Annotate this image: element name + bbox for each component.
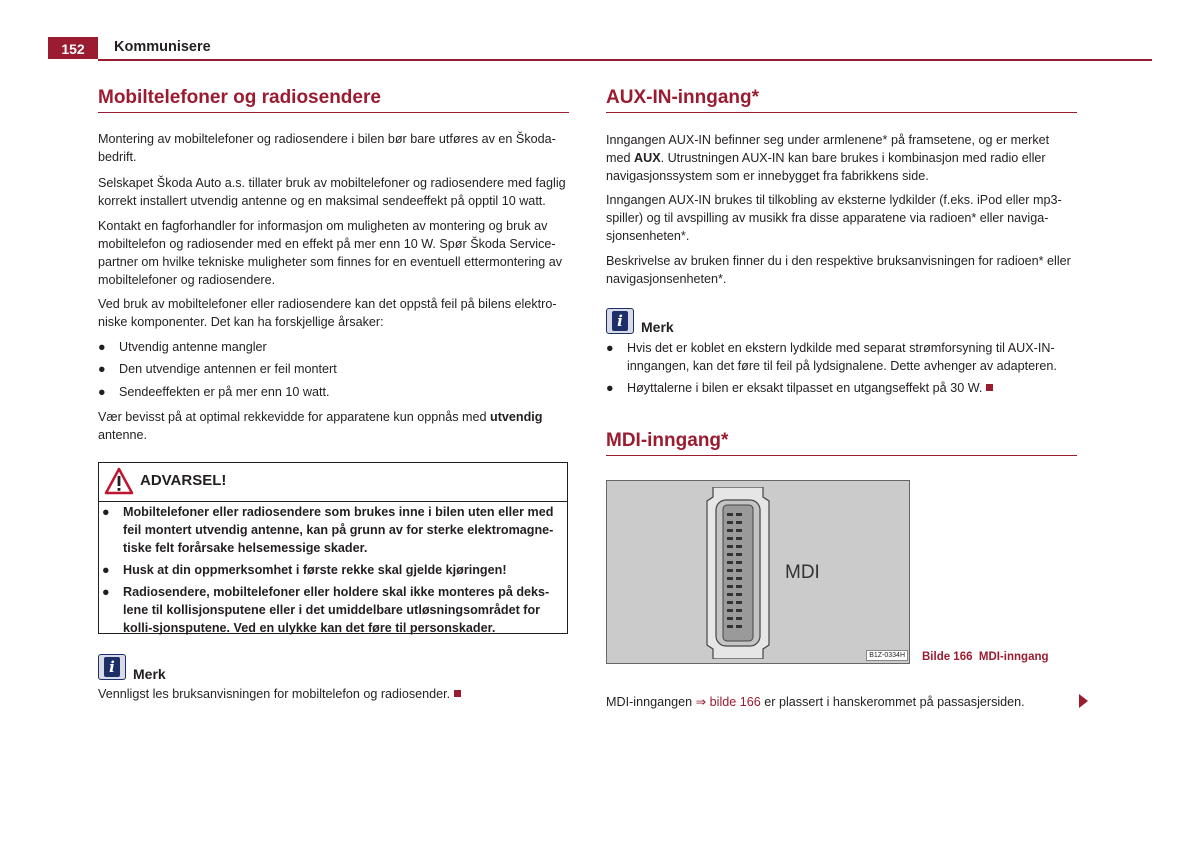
mdi-figure xyxy=(606,480,910,664)
end-mark-icon xyxy=(986,384,993,391)
bullet-icon: ● xyxy=(98,340,106,354)
page-number: 152 xyxy=(48,37,98,59)
mdi-port-icon xyxy=(703,487,773,659)
header-rule xyxy=(98,59,1152,61)
note-title: Merk xyxy=(133,666,166,682)
bullet-icon: ● xyxy=(606,341,614,355)
closing-paragraph: Vær bevisst på at optimal rekkevidde for apparatene kun oppnås med utvendig antenne. xyxy=(98,410,543,442)
warning-box: ADVARSEL! ● Mobiltelefoner eller radiosendere som brukes inne i bilen uten eller med feil montert utvendig antenne, kan på grunn av for sterke elektromagne-tiske felt forårsake helsemessige skader. ● Husk at din oppmerksomhet i første rekke skal gjelde kjøringen! ● Radiosendere, mobiltelefoner eller holdere skal ikke monteres på deks-lene til kollisjonsputene eller i det umiddelbare utløsningsområdet for kolli-sjonsputene. Ved en ulykke kan det føre til personskader. xyxy=(98,462,568,634)
note-title: Merk xyxy=(641,319,674,335)
mdi-port-label: MDI xyxy=(785,562,820,583)
page-header xyxy=(48,37,1152,61)
section-title: Kommunisere xyxy=(114,39,211,55)
bullet-icon: ● xyxy=(102,585,110,599)
figure-caption: Bilde 166 MDI-inngang xyxy=(922,651,1049,663)
paragraph: Ved bruk av mobiltelefoner eller radiosendere kan det oppstå feil på bilens elektro-niske komponenter. Det kan ha forskjellige årsaker: xyxy=(98,297,557,329)
bullet-icon: ● xyxy=(606,381,614,395)
paragraph: Inngangen AUX-IN brukes til tilkobling av eksterne lydkilder (f.eks. iPod eller mp3-spiller) og til avspilling av musikk fra disse apparatene via radioen* eller naviga-sjonsenheten*. xyxy=(606,193,1062,243)
warning-header xyxy=(99,463,567,502)
info-icon: i xyxy=(606,308,634,334)
figure-code: B1Z-0334H xyxy=(866,650,908,661)
mdi-paragraph: MDI-inngangen ⇒ bilde 166 er plassert i hanskerommet på passasjersiden. xyxy=(606,695,1025,709)
paragraph: Selskapet Škoda Auto a.s. tillater bruk av mobiltelefoner og radiosendere med faglig korrekt installert utvendig antenne og en maksimal sendeeffekt på opptil 10 watt. xyxy=(98,176,566,208)
aux-badge: AUX xyxy=(634,151,661,165)
paragraph: Kontakt en fagforhandler for informasjon om muligheten av montering og bruk av mobiltelefon og radiosender med en effekt på mer enn 10 W. Spør Škoda Service-partner om hvilke tekniske muligheter som finnes for en eventuell ettermontering av mobiltelefoner og radiosendere. xyxy=(98,219,563,287)
note-text: Vennligst les bruksanvisningen for mobiltelefon og radiosender. xyxy=(98,685,569,703)
figure-reference-link[interactable]: ⇒ bilde 166 xyxy=(695,695,761,709)
paragraph: Inngangen AUX-IN befinner seg under armlenene* på framsetene, og er merket med AUX. Utrustningen AUX-IN kan bare brukes i kombinasjon med radio eller navigasjonssystem som er innebygget fra fabrikkens side. xyxy=(606,133,1050,183)
paragraph: Montering av mobiltelefoner og radiosendere i bilen bør bare utføres av en Škoda-bedrift. xyxy=(98,132,556,164)
heading-mdi: MDI-inngang* xyxy=(606,430,1077,456)
heading-mobile-radio: Mobiltelefoner og radiosendere xyxy=(98,87,569,113)
bullet-icon: ● xyxy=(98,362,106,376)
end-mark-icon xyxy=(454,690,461,697)
bullet-icon: ● xyxy=(102,505,110,519)
warning-title: ADVARSEL! xyxy=(140,472,227,489)
paragraph: Beskrivelse av bruken finner du i den respektive bruksanvisningen for radioen* eller navigasjonsenheten*. xyxy=(606,254,1071,286)
info-icon: i xyxy=(98,654,126,680)
next-page-arrow-icon[interactable] xyxy=(1079,694,1088,708)
heading-aux-in: AUX-IN-inngang* xyxy=(606,87,1077,113)
warning-triangle-icon xyxy=(104,467,134,495)
bullet-icon: ● xyxy=(102,563,110,577)
bullet-icon: ● xyxy=(98,385,106,399)
